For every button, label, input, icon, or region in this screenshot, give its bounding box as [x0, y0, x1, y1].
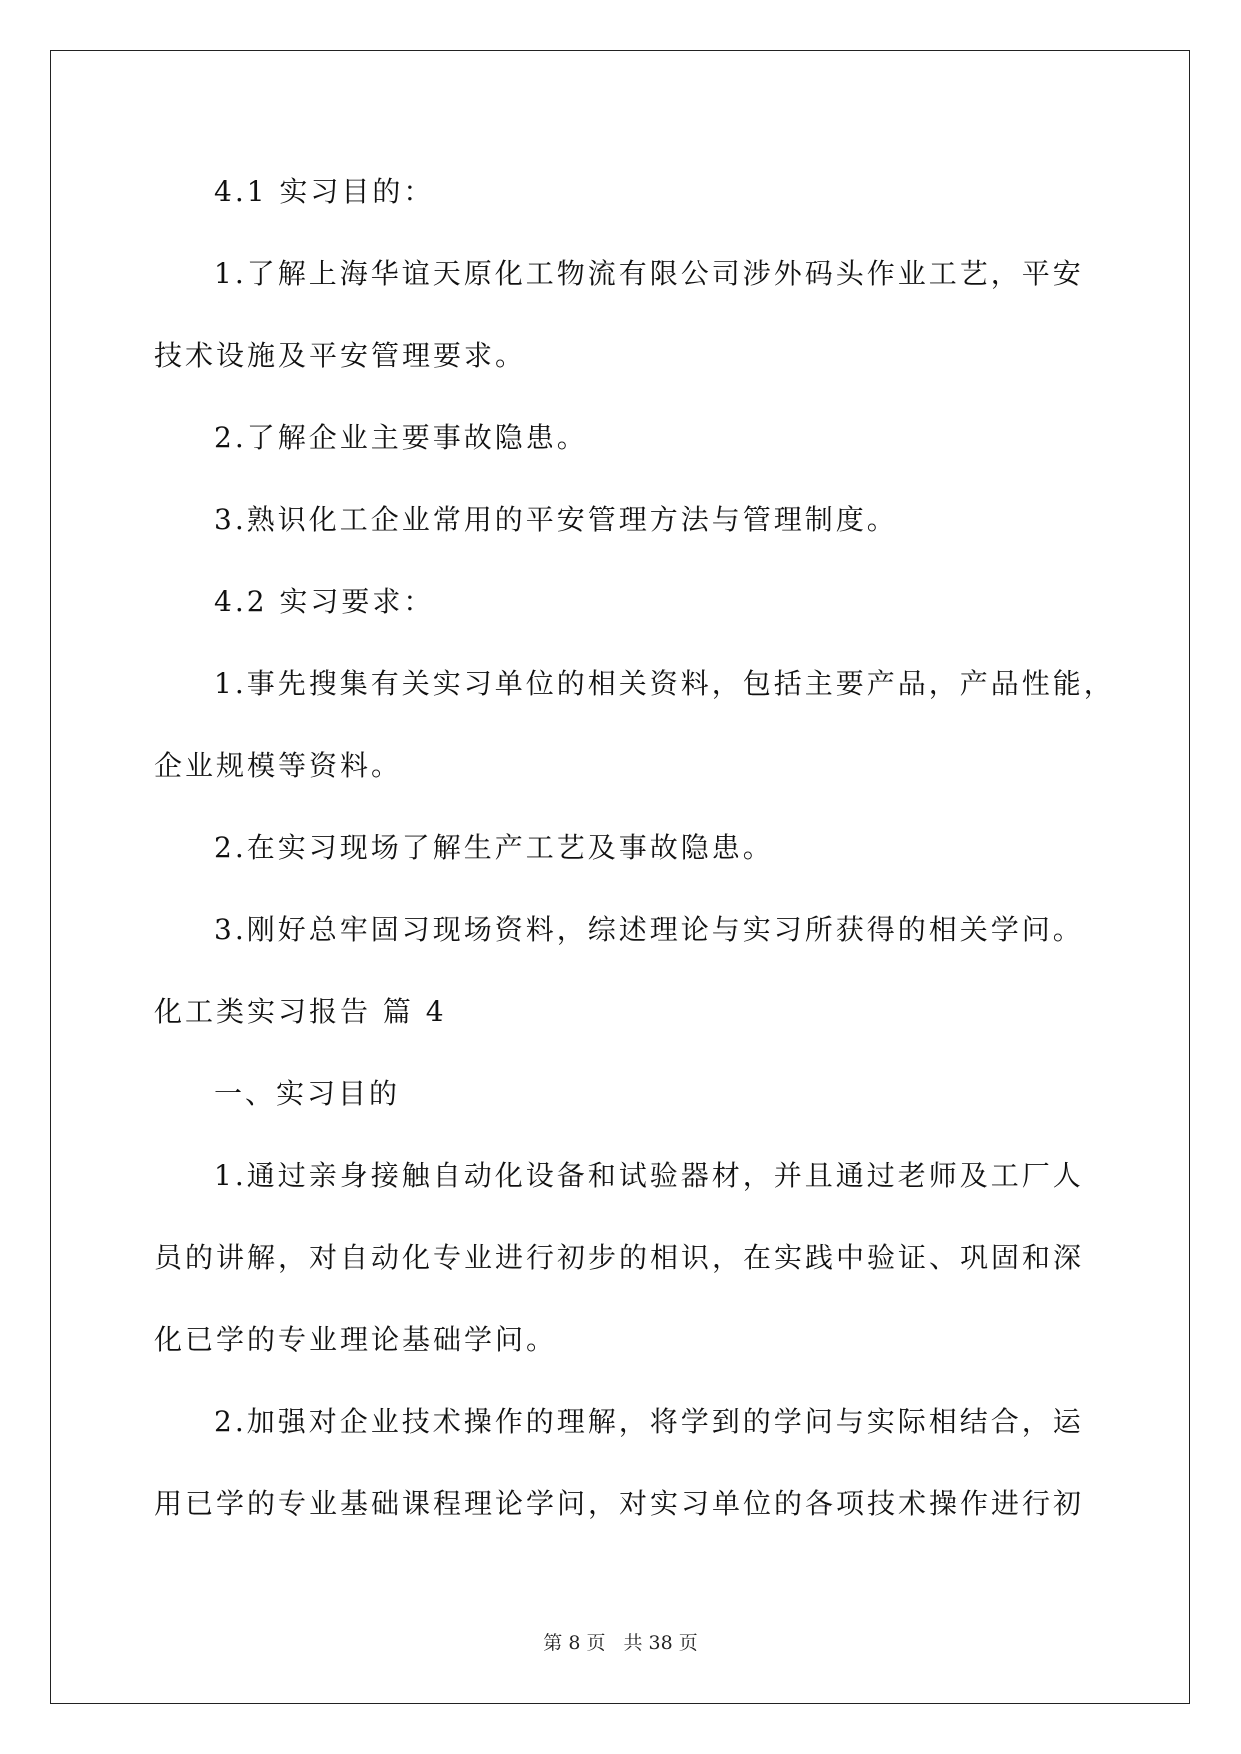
- paragraph-line: 2.了解企业主要事故隐患。: [214, 421, 588, 454]
- paragraph-line: 用已学的专业基础课程理论学问，对实习单位的各项技术操作进行初: [154, 1487, 1085, 1520]
- section-heading-4-1: 4.1 实习目的：: [214, 175, 435, 208]
- section-heading-purpose: 一、实习目的: [214, 1077, 401, 1110]
- page-footer: [0, 1628, 1241, 1655]
- paragraph-line: 2.在实习现场了解生产工艺及事故隐患。: [214, 831, 774, 864]
- paragraph-line: 3.刚好总牢固习现场资料，综述理论与实习所获得的相关学问。: [214, 913, 1084, 946]
- paragraph-line: 技术设施及平安管理要求。: [154, 339, 527, 372]
- paragraph-line: 化已学的专业理论基础学问。: [154, 1323, 558, 1356]
- paragraph-line: 1.事先搜集有关实习单位的相关资料，包括主要产品，产品性能，: [214, 667, 1115, 700]
- article-title: 化工类实习报告 篇 4: [154, 995, 447, 1028]
- paragraph-line: 企业规模等资料。: [154, 749, 403, 782]
- current-page-number: 第 8 页: [543, 1632, 606, 1654]
- paragraph-line: 2.加强对企业技术操作的理解，将学到的学问与实际相结合，运: [214, 1405, 1084, 1438]
- paragraph-line: 1.了解上海华谊天原化工物流有限公司涉外码头作业工艺，平安: [214, 257, 1084, 290]
- section-heading-4-2: 4.2 实习要求：: [214, 585, 435, 618]
- total-page-count: 共 38 页: [623, 1632, 698, 1654]
- paragraph-line: 员的讲解，对自动化专业进行初步的相识，在实践中验证、巩固和深: [154, 1241, 1085, 1274]
- paragraph-line: 3.熟识化工企业常用的平安管理方法与管理制度。: [214, 503, 898, 536]
- document-body: [154, 168, 1115, 1562]
- paragraph-line: 1.通过亲身接触自动化设备和试验器材，并且通过老师及工厂人: [214, 1159, 1084, 1192]
